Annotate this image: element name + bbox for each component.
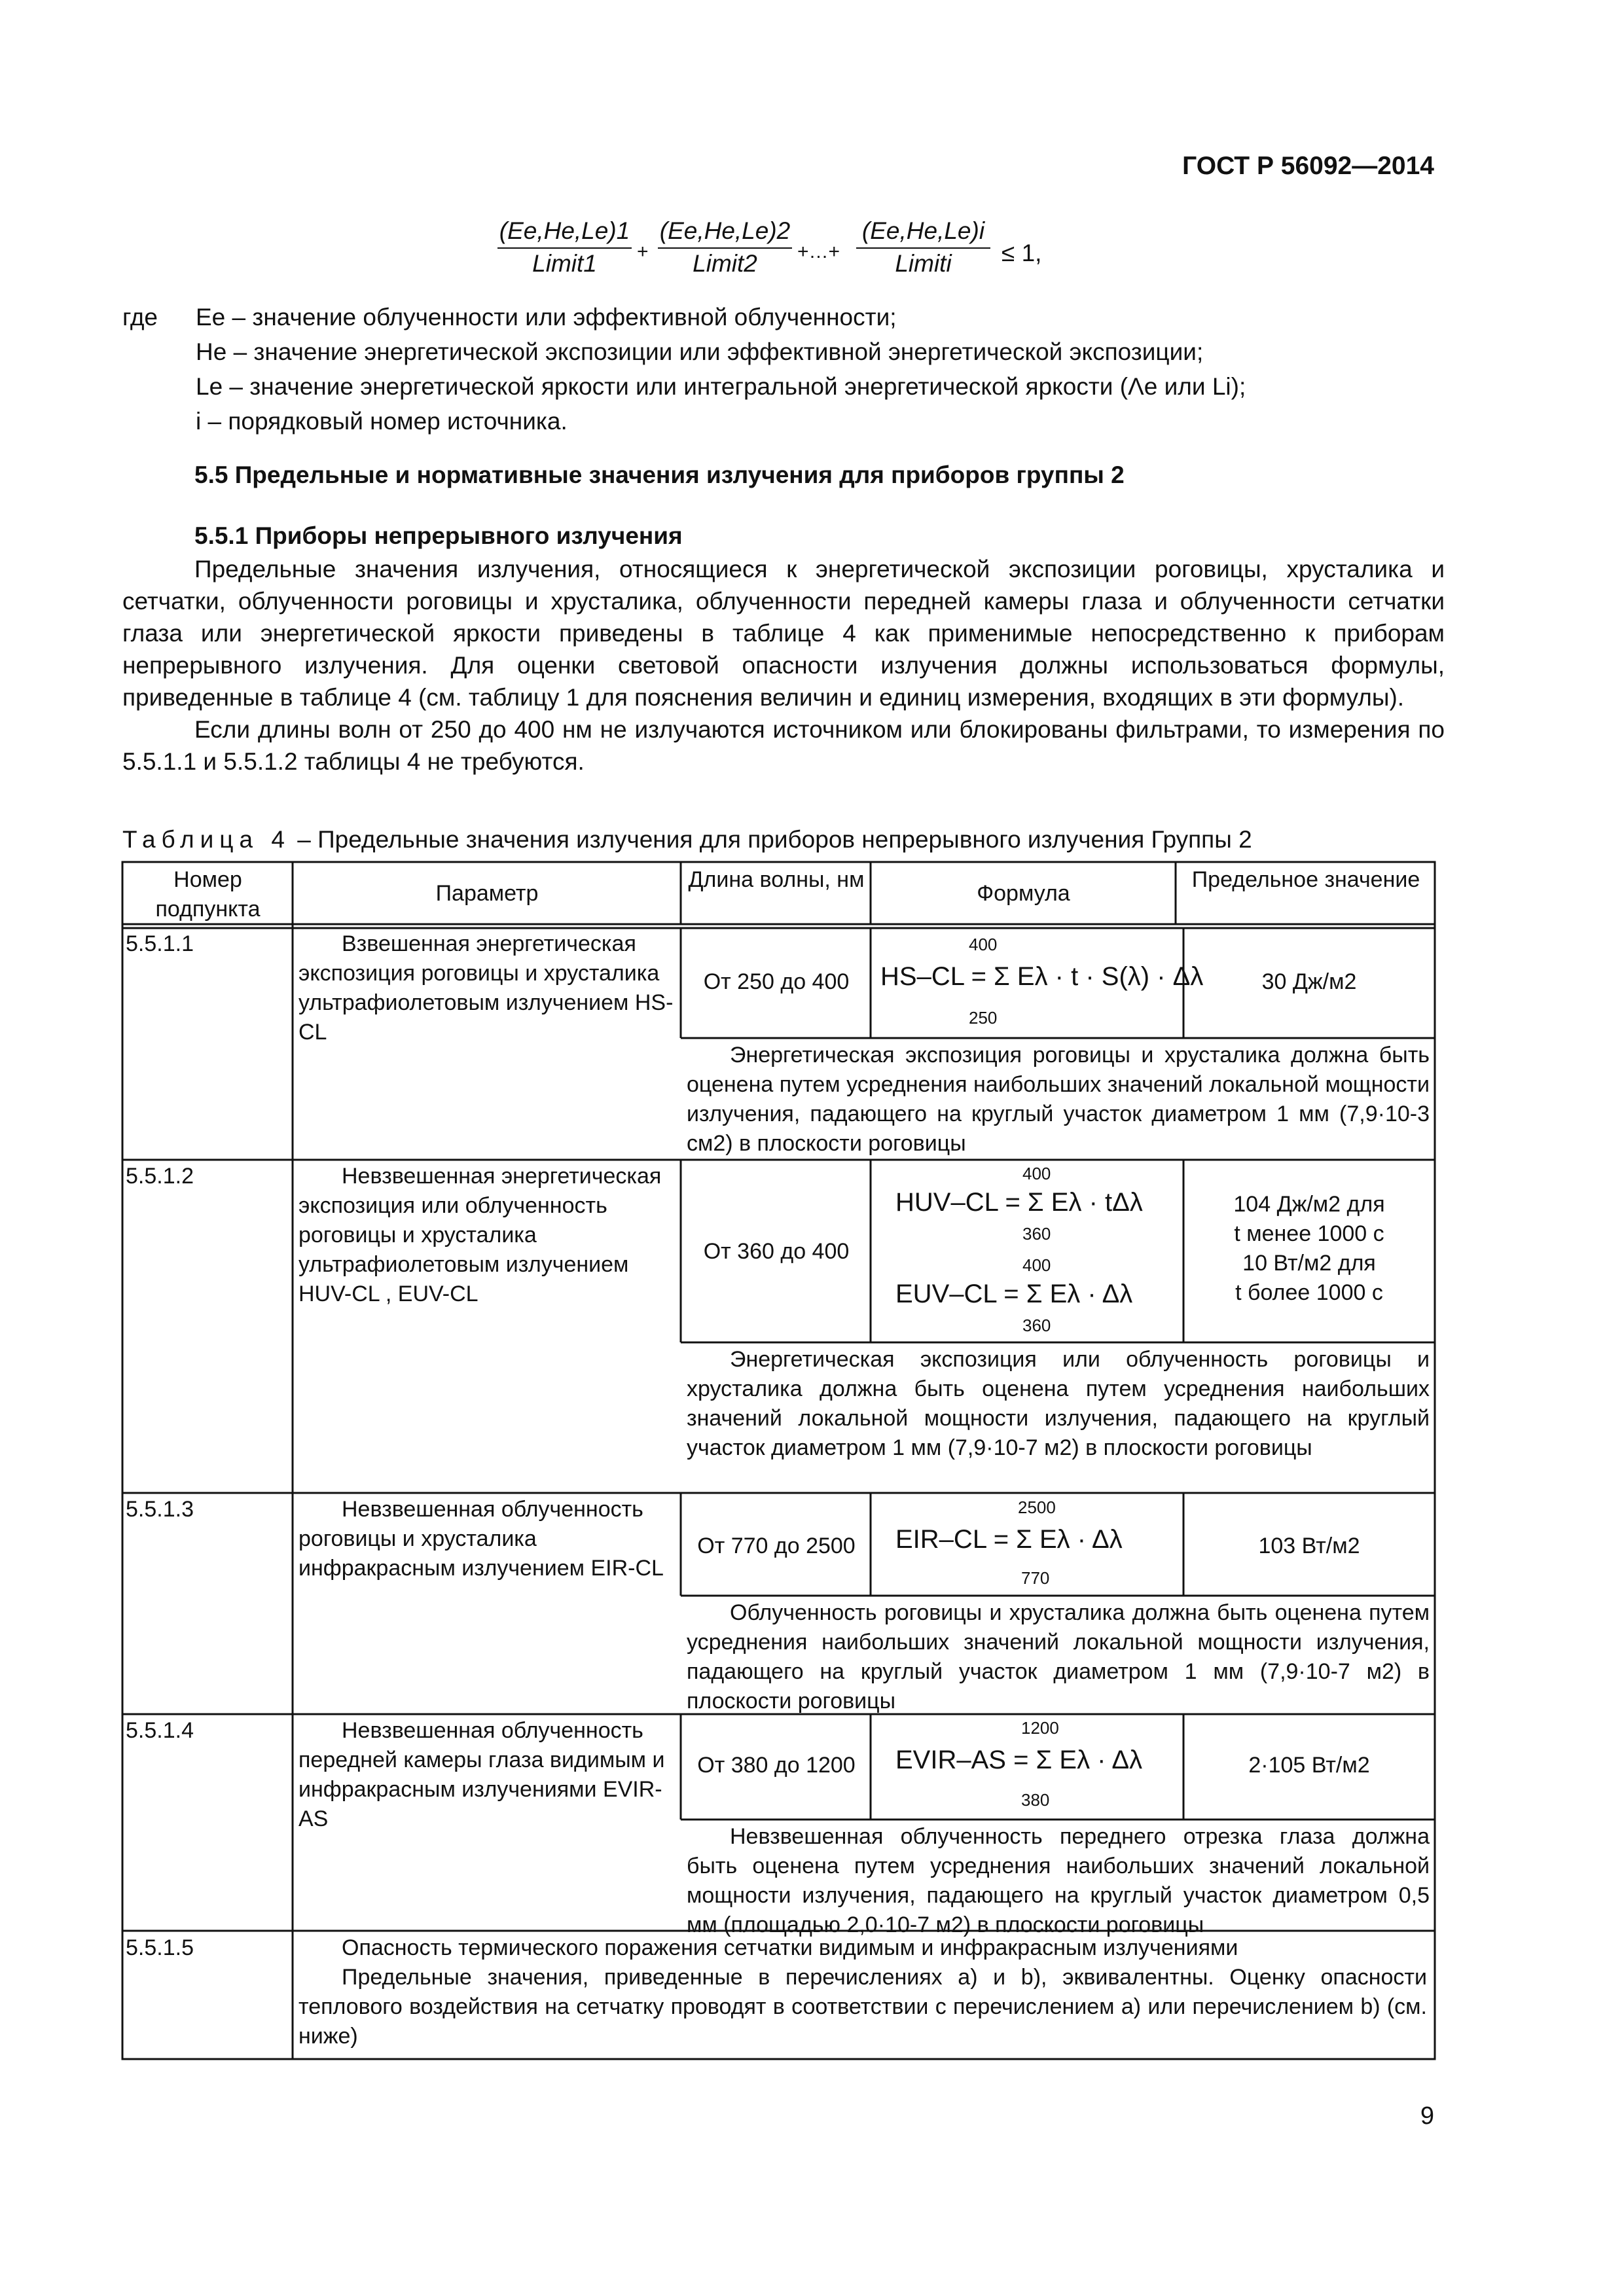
row-1-parameter-text: Взвешенная энергетическая экспозиция роговицы и хрусталика ультрафиолетовым излучением HS-CL (298, 931, 674, 1045)
row-3-parameter-text: Невзвешенная облученность роговицы и хрусталика инфракрасным излучением EIR-CL (298, 1497, 664, 1581)
row-2-number: 5.5.1.2 (126, 1164, 194, 1189)
page-number: 9 (1420, 2102, 1434, 2130)
section-heading-5-5-1: 5.5.1 Приборы непрерывного излучения (194, 522, 683, 549)
fraction-2-numerator: (Ee,He,Le)2 (659, 217, 791, 244)
header-wavelength: Длина волны, нм (688, 867, 865, 892)
row-3-sum-upper: 2500 (1018, 1498, 1056, 1517)
header-limit: Предельное значение (1191, 867, 1420, 892)
row-3-formula: EIR–CL = Σ Eλ · Δλ (895, 1525, 1123, 1554)
row-2-sum-b-lower: 360 (1022, 1316, 1051, 1335)
row-1-formula: HS–CL = Σ Eλ · t · S(λ) · Δλ (880, 962, 1204, 991)
row-3-limit: 103 Вт/м2 (1258, 1534, 1360, 1558)
row-2-sum-b-upper: 400 (1022, 1255, 1051, 1275)
header-number: Номер подпункта (155, 867, 261, 922)
row-1-wavelength: От 250 до 400 (703, 969, 850, 994)
row-4-parameter-text: Невзвешенная облученность передней камеры глаза видимым и инфракрасным излучениями EVIR-AS (298, 1718, 665, 1831)
section-heading-5-5: 5.5 Предельные и нормативные значения излучения для приборов группы 2 (194, 461, 1125, 488)
row-1-note: Энергетическая экспозиция роговицы и хрусталика должна быть оценена путем усреднения наибольших значений локальной мощности излучения, падающего на круглый участок диаметром 1 мм (7,9·10-3 см2) в плоскости роговицы (687, 1043, 1430, 1156)
definition-le: Le – значение энергетической яркости или интегральной энергетической яркости (Λe или Li); (196, 373, 1246, 400)
row-4-note: Невзвешенная облученность переднего отрезка глаза должна быть оценена путем усреднения наибольших значений локальной мощности излучения, падающего на круглый участок диаметром 0,5 мм (площадью 2,0·10-7 м2) в плоскости роговицы (687, 1824, 1430, 1937)
row-1-sum-lower: 250 (969, 1008, 998, 1028)
ellipsis-operator: +…+ (797, 241, 840, 262)
row-5-number: 5.5.1.5 (126, 1935, 194, 1960)
fraction-i-denominator: Limiti (856, 247, 990, 278)
row-3-note: Облученность роговицы и хрусталика должна быть оценена путем усреднения наибольших значений локальной мощности излучения, падающего на круглый участок диаметром 1 мм (7,9·10-7 м2) в плоскости роговицы (687, 1600, 1430, 1713)
row-4-sum-upper: 1200 (1021, 1718, 1059, 1738)
row-5-text-1: Опасность термического поражения сетчатки видимым и инфракрасным излучениями (342, 1935, 1238, 1960)
row-2-parameter (295, 1162, 679, 1309)
row-2-formula-b: EUV–CL = Σ Eλ · Δλ (895, 1280, 1133, 1308)
row-2-limit-line-3: 10 Вт/м2 для (1242, 1251, 1376, 1276)
where-label: где (122, 304, 158, 331)
standard-header: ГОСТ Р 56092—2014 (1182, 152, 1434, 180)
row-2-limit-line-4: t более 1000 с (1235, 1280, 1383, 1305)
definition-i: i – порядковый номер источника. (196, 408, 568, 435)
table-caption-text: – Предельные значения излучения для приборов непрерывного излучения Группы 2 (290, 826, 1252, 853)
row-2-formula-a: HUV–CL = Σ Eλ · tΔλ (895, 1188, 1143, 1217)
row-4-wavelength: От 380 до 1200 (697, 1753, 856, 1778)
row-1-sum-upper: 400 (969, 935, 998, 954)
row-4-parameter (295, 1716, 679, 1834)
paragraph-2: Если длины волн от 250 до 400 нм не излучаются источником или блокированы фильтрами, то измерения по 5.5.1.1 и 5.5.1.2 таблицы 4 не требуются. (122, 716, 1445, 775)
row-3-sum-lower: 770 (1021, 1568, 1050, 1588)
row-2-limit-line-1: 104 Дж/м2 для (1233, 1192, 1385, 1217)
row-1-number: 5.5.1.1 (126, 931, 194, 956)
row-2-sum-a-lower: 360 (1022, 1224, 1051, 1244)
row-5-content (295, 1933, 1434, 2051)
row-4-limit: 2·105 Вт/м2 (1248, 1753, 1370, 1778)
row-2-limit (1185, 1190, 1434, 1308)
row-2-limit-line-2: t менее 1000 с (1234, 1221, 1384, 1246)
row-4-formula: EVIR–AS = Σ Eλ · Δλ (895, 1746, 1143, 1774)
row-1-limit: 30 Дж/м2 (1261, 969, 1357, 994)
row-4-sum-lower: 380 (1021, 1790, 1050, 1810)
row-3-wavelength: От 770 до 2500 (697, 1534, 856, 1558)
plus-sign: + (637, 241, 649, 262)
definition-he: He – значение энергетической экспозиции или эффективной энергетической экспозиции; (196, 338, 1204, 365)
row-3-number: 5.5.1.3 (126, 1497, 194, 1522)
definition-ee: Ee – значение облученности или эффективной облученности; (196, 304, 897, 331)
header-formula: Формула (977, 881, 1070, 906)
formula-rhs: ≤ 1, (1001, 240, 1042, 266)
row-4-number: 5.5.1.4 (126, 1718, 194, 1743)
row-5-text-2: Предельные значения, приведенные в перечислениях а) и b), эквивалентны. Оценку опасности теплового воздействия на сетчатку проводят в соответствии с перечислением а) или перечислением b) (см. ниже) (298, 1965, 1427, 2049)
row-2-sum-a-upper: 400 (1022, 1164, 1051, 1183)
paragraph-1: Предельные значения излучения, относящиеся к энергетической экспозиции роговицы, хрусталика и сетчатки, облученности роговицы и хрусталика, облученности передней камеры глаза и облученности сетчатки глаза или энергетической яркости приведены в таблице 4 как применимые непосредственно к приборам непрерывного излучения. Для оценки световой опасности излучения должны использоваться формулы, приведенные в таблице 4 (см. таблицу 1 для пояснения величин и единиц измерения, входящих в эти формулы). (122, 556, 1445, 711)
fraction-1-denominator: Limit1 (497, 247, 632, 278)
row-3-parameter (295, 1495, 679, 1583)
row-2-wavelength: От 360 до 400 (703, 1239, 850, 1264)
table-caption-label: Таблица 4 (122, 826, 291, 853)
row-2-parameter-text: Невзвешенная энергетическая экспозиция или облученность роговицы и хрусталика ультрафиолетовым излучением HUV-CL , EUV-CL (298, 1164, 662, 1306)
fraction-2-denominator: Limit2 (658, 247, 792, 278)
header-parameter: Параметр (435, 881, 539, 906)
row-2-note: Энергетическая экспозиция или облученность роговицы и хрусталика должна быть оценена путем усреднения наибольших значений локальной мощности излучения, падающего на круглый участок диаметром 1 мм (7,9·10-7 м2) в плоскости роговицы (687, 1347, 1430, 1460)
fraction-i-numerator: (Ee,He,Le)i (861, 217, 985, 244)
fraction-1-numerator: (Ee,He,Le)1 (499, 217, 630, 244)
row-1-parameter (295, 929, 679, 1047)
